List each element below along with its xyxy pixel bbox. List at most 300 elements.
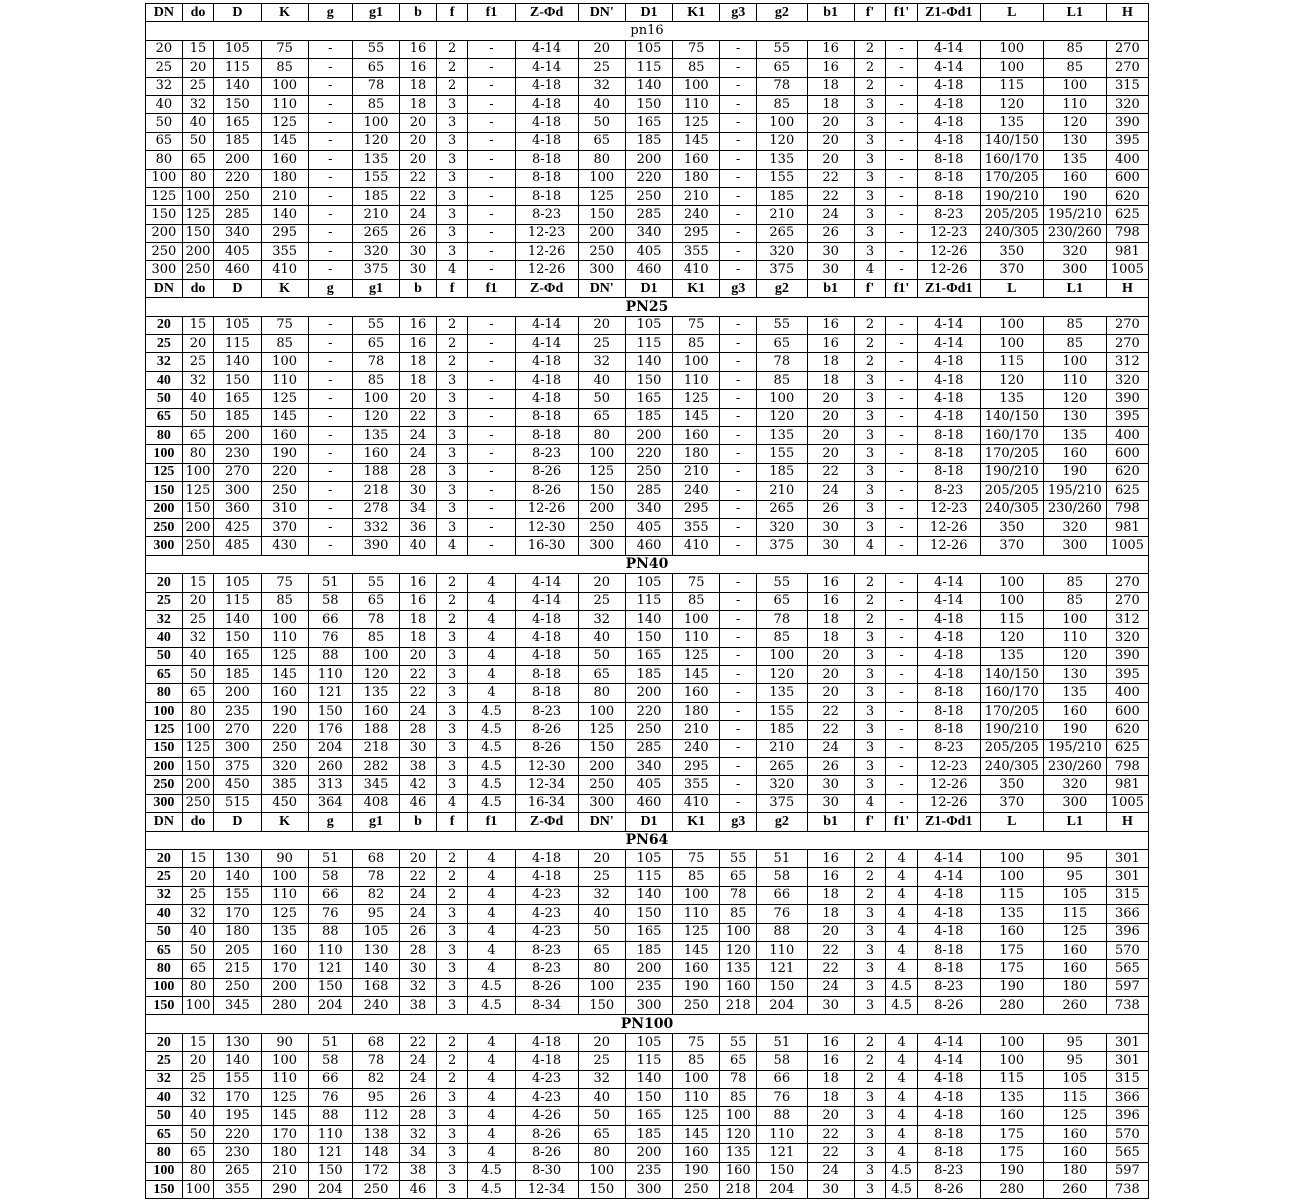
table-cell: 15 (182, 574, 214, 592)
table-cell: 8-18 (917, 721, 980, 739)
table-cell: 460 (625, 794, 672, 812)
table-cell: 20 (807, 408, 854, 426)
table-cell: 188 (352, 463, 399, 481)
table-cell: 278 (352, 500, 399, 518)
column-header: b (400, 279, 437, 297)
column-header: H (1106, 279, 1148, 297)
column-header: g1 (352, 813, 399, 831)
table-cell: 2 (854, 77, 886, 95)
table-cell: 160 (1043, 445, 1106, 463)
table-cell: 600 (1106, 702, 1148, 720)
table-cell: 100 (182, 1181, 214, 1199)
table-cell: - (886, 243, 918, 261)
table-row (146, 1107, 1149, 1125)
table-cell: 50 (578, 390, 625, 408)
table-cell: 180 (261, 169, 308, 187)
table-cell: 230 (214, 445, 261, 463)
table-cell: - (886, 592, 918, 610)
table-cell: 3 (854, 482, 886, 500)
table-cell: 312 (1106, 353, 1148, 371)
table-cell: - (468, 445, 515, 463)
table-cell: - (886, 187, 918, 205)
table-cell: 16 (807, 40, 854, 58)
table-cell: 3 (854, 978, 886, 996)
table-cell: 265 (757, 758, 807, 776)
table-cell: 185 (214, 666, 261, 684)
table-cell: 105 (625, 316, 672, 334)
table-cell: 105 (1043, 886, 1106, 904)
table-cell: 3 (854, 905, 886, 923)
table-cell: 20 (400, 647, 437, 665)
table-cell: 320 (757, 776, 807, 794)
table-cell: 8-23 (917, 206, 980, 224)
table-cell: 390 (1106, 647, 1148, 665)
table-cell: 55 (720, 849, 757, 867)
table-cell: 148 (352, 1144, 399, 1162)
table-cell: 85 (261, 335, 308, 353)
table-cell: 22 (400, 169, 437, 187)
table-cell: 370 (261, 518, 308, 536)
section-label: PN25 (146, 298, 1149, 316)
column-header: D (214, 279, 261, 297)
table-cell: 2 (854, 1033, 886, 1051)
column-header-row (146, 4, 1149, 22)
table-cell: 390 (1106, 114, 1148, 132)
table-cell: - (720, 739, 757, 757)
table-cell: 85 (1043, 59, 1106, 77)
table-cell: 36 (400, 518, 437, 536)
table-row (146, 574, 1149, 592)
table-cell: 145 (261, 132, 308, 150)
table-cell: 4-23 (515, 923, 578, 941)
table-cell: 320 (757, 243, 807, 261)
table-cell: 130 (352, 941, 399, 959)
table-cell: 175 (980, 1144, 1043, 1162)
table-cell: 2 (854, 316, 886, 334)
table-cell: - (468, 224, 515, 242)
table-cell: 120 (352, 408, 399, 426)
table-cell: 120 (1043, 647, 1106, 665)
table-cell: 120 (980, 95, 1043, 113)
table-cell: 3 (436, 758, 468, 776)
section-label: PN40 (146, 555, 1149, 573)
table-cell: 2 (436, 868, 468, 886)
table-cell: 8-23 (917, 978, 980, 996)
table-cell: 12-26 (917, 518, 980, 536)
table-cell: 4 (468, 666, 515, 684)
section-label-row (146, 831, 1149, 849)
table-cell: 140 (625, 886, 672, 904)
table-cell: 4 (886, 868, 918, 886)
table-cell: 12-30 (515, 518, 578, 536)
table-cell: 3 (436, 371, 468, 389)
table-cell: - (720, 666, 757, 684)
table-cell: 4 (886, 905, 918, 923)
table-cell: 355 (261, 243, 308, 261)
table-cell: 625 (1106, 739, 1148, 757)
table-cell: 8-18 (917, 426, 980, 444)
column-header: f1' (886, 4, 918, 22)
table-cell: 410 (261, 261, 308, 279)
table-cell: 320 (1043, 518, 1106, 536)
table-cell: 80 (578, 426, 625, 444)
table-cell: 100 (146, 169, 183, 187)
table-cell: 460 (214, 261, 261, 279)
table-cell: 80 (182, 702, 214, 720)
table-cell: 4-18 (515, 849, 578, 867)
table-cell: 135 (1043, 426, 1106, 444)
table-cell: 12-34 (515, 1181, 578, 1199)
table-cell: 95 (1043, 868, 1106, 886)
table-cell: 50 (146, 647, 183, 665)
table-cell: 20 (182, 1052, 214, 1070)
table-cell: 8-23 (515, 702, 578, 720)
table-cell: 100 (980, 1033, 1043, 1051)
table-cell: 205/205 (980, 482, 1043, 500)
table-cell: 18 (807, 610, 854, 628)
table-cell: 65 (352, 335, 399, 353)
table-cell: 270 (1106, 574, 1148, 592)
table-cell: 85 (673, 59, 720, 77)
table-cell: 240 (673, 482, 720, 500)
table-cell: 32 (146, 610, 183, 628)
table-cell: 8-23 (515, 445, 578, 463)
section-label-row (146, 298, 1149, 316)
table-cell: 140 (625, 610, 672, 628)
table-row (146, 1125, 1149, 1143)
table-cell: 85 (352, 629, 399, 647)
table-cell: 4-18 (917, 666, 980, 684)
table-cell: - (468, 132, 515, 150)
table-cell: 4 (886, 1052, 918, 1070)
table-cell: - (720, 243, 757, 261)
table-cell: 80 (146, 151, 183, 169)
table-cell: 160 (261, 151, 308, 169)
table-cell: 32 (182, 371, 214, 389)
table-cell: 250 (625, 721, 672, 739)
table-cell: 90 (261, 849, 308, 867)
column-header: b1 (807, 4, 854, 22)
table-row (146, 224, 1149, 242)
table-cell: 981 (1106, 518, 1148, 536)
table-cell: 4 (886, 1070, 918, 1088)
table-cell: 32 (146, 886, 183, 904)
table-cell: 265 (757, 500, 807, 518)
table-cell: 100 (980, 335, 1043, 353)
table-cell: 2 (436, 849, 468, 867)
table-cell: - (308, 353, 352, 371)
table-cell: 110 (673, 371, 720, 389)
column-header: b1 (807, 279, 854, 297)
table-cell: 355 (673, 776, 720, 794)
column-header: H (1106, 4, 1148, 22)
table-cell: 20 (807, 923, 854, 941)
table-cell: 3 (436, 1162, 468, 1180)
table-cell: - (886, 408, 918, 426)
table-cell: 20 (146, 849, 183, 867)
table-cell: 1005 (1106, 537, 1148, 555)
table-cell: 24 (807, 1162, 854, 1180)
table-cell: 4-18 (917, 390, 980, 408)
table-cell: 185 (757, 721, 807, 739)
column-header: f (436, 279, 468, 297)
table-cell: 190 (980, 1162, 1043, 1180)
table-cell: 4-18 (917, 905, 980, 923)
table-cell: 165 (214, 114, 261, 132)
table-cell: 18 (807, 371, 854, 389)
table-row (146, 426, 1149, 444)
table-cell: 4-18 (917, 1070, 980, 1088)
table-cell: 8-26 (515, 482, 578, 500)
table-row (146, 169, 1149, 187)
table-cell: 2 (854, 59, 886, 77)
table-cell: 3 (436, 978, 468, 996)
table-cell: 350 (980, 518, 1043, 536)
table-cell: 130 (214, 849, 261, 867)
table-cell: 20 (807, 445, 854, 463)
table-cell: 22 (400, 868, 437, 886)
table-row (146, 684, 1149, 702)
table-cell: 100 (980, 592, 1043, 610)
table-cell: 125 (673, 390, 720, 408)
table-cell: 85 (673, 592, 720, 610)
table-cell: 85 (673, 868, 720, 886)
table-cell: 160 (1043, 169, 1106, 187)
table-row (146, 537, 1149, 555)
table-cell: 165 (214, 647, 261, 665)
column-header: D (214, 813, 261, 831)
table-cell: 65 (578, 1125, 625, 1143)
table-cell: 85 (352, 95, 399, 113)
table-cell: 4-18 (917, 610, 980, 628)
table-cell: 155 (757, 445, 807, 463)
table-cell: 25 (182, 77, 214, 95)
table-cell: 65 (146, 1125, 183, 1143)
table-cell: 150 (146, 482, 183, 500)
table-cell: 140 (625, 77, 672, 95)
table-cell: 400 (1106, 426, 1148, 444)
table-cell: - (720, 721, 757, 739)
table-cell: 18 (400, 629, 437, 647)
table-cell: 150 (578, 206, 625, 224)
table-cell: 200 (182, 243, 214, 261)
table-cell: 150 (308, 978, 352, 996)
table-cell: 110 (308, 1125, 352, 1143)
table-cell: 155 (757, 169, 807, 187)
table-cell: 22 (807, 960, 854, 978)
table-cell: 80 (146, 684, 183, 702)
table-cell: 25 (182, 353, 214, 371)
table-cell: 290 (261, 1181, 308, 1199)
table-cell: 30 (400, 261, 437, 279)
table-cell: 8-26 (515, 978, 578, 996)
table-cell: 25 (146, 59, 183, 77)
column-header: f1' (886, 813, 918, 831)
table-cell: 12-26 (917, 261, 980, 279)
table-row (146, 316, 1149, 334)
table-cell: - (468, 335, 515, 353)
table-cell: - (468, 243, 515, 261)
table-cell: 125 (146, 187, 183, 205)
table-cell: 4 (468, 629, 515, 647)
table-cell: - (886, 316, 918, 334)
table-cell: 218 (720, 997, 757, 1015)
table-cell: 4-14 (917, 592, 980, 610)
table-cell: 76 (757, 905, 807, 923)
table-cell: 3 (436, 702, 468, 720)
column-header: L (980, 279, 1043, 297)
table-cell: - (468, 426, 515, 444)
table-cell: 25 (578, 868, 625, 886)
table-cell: 30 (807, 997, 854, 1015)
table-cell: 170/205 (980, 702, 1043, 720)
table-cell: 320 (757, 518, 807, 536)
table-cell: 250 (673, 1181, 720, 1199)
table-cell: 3 (854, 371, 886, 389)
table-cell: 160 (352, 445, 399, 463)
table-cell: 190 (980, 978, 1043, 996)
table-cell: 2 (854, 592, 886, 610)
table-cell: 58 (308, 868, 352, 886)
table-cell: 115 (214, 592, 261, 610)
table-cell: 3 (436, 666, 468, 684)
table-cell: 8-18 (515, 408, 578, 426)
table-cell: 250 (214, 187, 261, 205)
table-cell: 135 (352, 151, 399, 169)
table-cell: 110 (308, 666, 352, 684)
table-cell: 190 (673, 978, 720, 996)
table-cell: 32 (182, 905, 214, 923)
table-cell: 295 (673, 500, 720, 518)
table-row (146, 1033, 1149, 1051)
table-cell: 250 (578, 776, 625, 794)
table-cell: 110 (1043, 629, 1106, 647)
table-cell: 3 (854, 684, 886, 702)
table-cell: 100 (352, 390, 399, 408)
table-cell: 240/305 (980, 224, 1043, 242)
table-cell: 375 (214, 758, 261, 776)
table-cell: 8-23 (917, 1162, 980, 1180)
table-row (146, 1181, 1149, 1199)
table-cell: - (308, 500, 352, 518)
table-cell: 185 (625, 132, 672, 150)
table-cell: 100 (757, 390, 807, 408)
table-cell: 30 (807, 243, 854, 261)
table-cell: 4.5 (468, 739, 515, 757)
table-cell: - (720, 59, 757, 77)
table-cell: 24 (400, 905, 437, 923)
table-cell: 25 (578, 592, 625, 610)
table-cell: 3 (436, 518, 468, 536)
table-cell: 185 (214, 408, 261, 426)
table-cell: 285 (625, 206, 672, 224)
table-cell: 22 (807, 1125, 854, 1143)
table-cell: 78 (720, 886, 757, 904)
table-cell: 121 (757, 1144, 807, 1162)
table-cell: - (886, 445, 918, 463)
table-cell: 4-14 (917, 574, 980, 592)
table-cell: - (308, 390, 352, 408)
table-cell: 200 (146, 500, 183, 518)
table-cell: 100 (980, 316, 1043, 334)
table-cell: 115 (980, 353, 1043, 371)
table-cell: 38 (400, 1162, 437, 1180)
table-cell: 3 (854, 1181, 886, 1199)
table-cell: 180 (214, 923, 261, 941)
table-cell: - (886, 390, 918, 408)
table-cell: 2 (436, 1070, 468, 1088)
table-cell: 46 (400, 794, 437, 812)
table-cell: 190 (261, 445, 308, 463)
table-cell: 250 (182, 261, 214, 279)
table-cell: 4-23 (515, 1089, 578, 1107)
table-cell: 3 (854, 721, 886, 739)
table-cell: 3 (436, 132, 468, 150)
table-row (146, 758, 1149, 776)
table-cell: 210 (673, 187, 720, 205)
table-body (146, 4, 1149, 1199)
table-cell: 4-14 (917, 40, 980, 58)
table-cell: 4-18 (917, 77, 980, 95)
table-cell: - (886, 610, 918, 628)
table-cell: 125 (1043, 923, 1106, 941)
table-cell: 4-18 (515, 132, 578, 150)
table-cell: 405 (625, 518, 672, 536)
table-cell: 3 (854, 445, 886, 463)
column-header: do (182, 279, 214, 297)
table-cell: 4-23 (515, 1070, 578, 1088)
table-cell: 3 (854, 647, 886, 665)
table-row (146, 610, 1149, 628)
table-cell: 250 (261, 482, 308, 500)
table-cell: 25 (146, 868, 183, 886)
table-cell: 20 (400, 849, 437, 867)
table-cell: 65 (720, 868, 757, 886)
table-cell: 25 (182, 610, 214, 628)
table-cell: 50 (182, 1125, 214, 1143)
table-cell: 8-23 (917, 482, 980, 500)
table-cell: 100 (261, 353, 308, 371)
table-cell: 18 (807, 886, 854, 904)
column-header: f1 (468, 813, 515, 831)
table-cell: 80 (578, 684, 625, 702)
column-header: K1 (673, 279, 720, 297)
table-cell: 95 (352, 1089, 399, 1107)
table-cell: 135 (980, 114, 1043, 132)
table-cell: 135 (1043, 151, 1106, 169)
table-cell: 4-23 (515, 905, 578, 923)
table-cell: 4 (468, 1107, 515, 1125)
table-cell: 115 (980, 1070, 1043, 1088)
table-cell: 28 (400, 941, 437, 959)
table-cell: - (468, 463, 515, 481)
table-cell: 50 (578, 923, 625, 941)
table-cell: 85 (1043, 335, 1106, 353)
column-header: K (261, 4, 308, 22)
table-cell: - (468, 371, 515, 389)
table-cell: 270 (214, 463, 261, 481)
table-cell: 360 (214, 500, 261, 518)
table-cell: 18 (807, 353, 854, 371)
table-cell: 210 (757, 482, 807, 500)
table-cell: 16 (807, 1052, 854, 1070)
table-cell: 20 (182, 868, 214, 886)
table-cell: 8-18 (515, 426, 578, 444)
table-cell: 210 (673, 721, 720, 739)
table-cell: 3 (854, 666, 886, 684)
table-cell: 65 (146, 132, 183, 150)
column-header: L (980, 4, 1043, 22)
